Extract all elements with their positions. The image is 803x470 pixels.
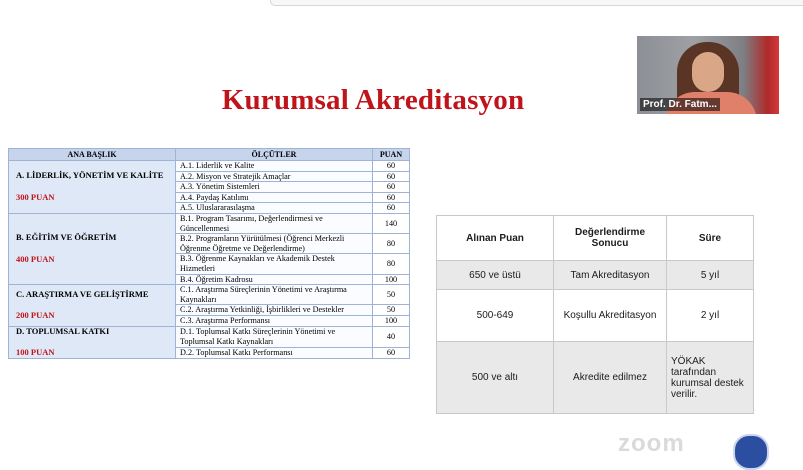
- header-main-title: ANA BAŞLIK: [9, 149, 176, 161]
- criterion-score: 60: [373, 171, 410, 182]
- criterion-label: D.2. Toplumsal Katkı Performansı: [176, 347, 373, 358]
- criterion-score: 60: [373, 192, 410, 203]
- category-cell: [9, 213, 176, 284]
- category-cell: [9, 326, 176, 358]
- result-score: 500 ve altı: [437, 342, 554, 414]
- result-header-row: [437, 216, 754, 261]
- header-duration: Süre: [667, 216, 754, 261]
- result-duration: 5 yıl: [667, 261, 754, 290]
- category-name: C. ARAŞTIRMA VE GELİŞTİRME: [16, 288, 149, 299]
- criterion-label: B.1. Program Tasarımı, Değerlendirmesi ve Güncellenmesi: [176, 213, 373, 233]
- criterion-score: 50: [373, 305, 410, 316]
- participant-face: [692, 52, 724, 92]
- criteria-table: [8, 148, 410, 359]
- criterion-score: 60: [373, 203, 410, 214]
- category-cell: [9, 285, 176, 326]
- criterion-label: A.5. Uluslararasılaşma: [176, 203, 373, 214]
- criterion-label: B.3. Öğrenme Kaynakları ve Akademik Destek Hizmetleri: [176, 254, 373, 274]
- header-score: PUAN: [373, 149, 410, 161]
- criterion-label: B.4. Öğretim Kadrosu: [176, 274, 373, 285]
- slide-title: Kurumsal Akreditasyon: [221, 84, 525, 116]
- criteria-header-row: [9, 149, 410, 161]
- criterion-score: 80: [373, 254, 410, 274]
- criterion-label: A.3. Yönetim Sistemleri: [176, 182, 373, 193]
- criterion-score: 60: [373, 182, 410, 193]
- table-row: [437, 342, 754, 414]
- category-points: 400 PUAN: [16, 254, 55, 265]
- category-points: 100 PUAN: [16, 347, 55, 358]
- table-row: [437, 261, 754, 290]
- category-points: 200 PUAN: [16, 310, 55, 321]
- category-name: A. LİDERLİK, YÖNETİM VE KALİTE: [16, 170, 164, 181]
- result-duration: YÖKAK tarafından kurumsal destek verilir.: [667, 342, 754, 414]
- table-row: [437, 290, 754, 342]
- criterion-score: 60: [373, 347, 410, 358]
- participant-video-tile[interactable]: [637, 36, 779, 114]
- criterion-label: C.2. Araştırma Yetkinliği, İşbirlikleri ve Destekler: [176, 305, 373, 316]
- criterion-score: 60: [373, 161, 410, 172]
- table-row: [9, 161, 410, 172]
- criterion-label: D.1. Toplumsal Katkı Süreçlerinin Yönetimi ve Toplumsal Katkı Kaynakları: [176, 326, 373, 347]
- criterion-score: 50: [373, 285, 410, 305]
- category-points: 300 PUAN: [16, 191, 55, 202]
- header-evaluation-result: Değerlendirme Sonucu: [554, 216, 667, 261]
- criterion-label: C.3. Araştırma Performansı: [176, 315, 373, 326]
- table-row: [9, 326, 410, 347]
- result-outcome: Tam Akreditasyon: [554, 261, 667, 290]
- result-duration: 2 yıl: [667, 290, 754, 342]
- result-score: 650 ve üstü: [437, 261, 554, 290]
- window-top-bar: [270, 0, 803, 6]
- criterion-label: C.1. Araştırma Süreçlerinin Yönetimi ve Araştırma Kaynakları: [176, 285, 373, 305]
- table-row: [9, 285, 410, 305]
- category-cell: [9, 161, 176, 214]
- criterion-label: A.1. Liderlik ve Kalite: [176, 161, 373, 172]
- result-outcome: Akredite edilmez: [554, 342, 667, 414]
- result-score: 500-649: [437, 290, 554, 342]
- participant-name: Prof. Dr. Fatm...: [640, 98, 720, 111]
- header-received-score: Alınan Puan: [437, 216, 554, 261]
- header-criteria: ÖLÇÜTLER: [176, 149, 373, 161]
- table-row: [9, 213, 410, 233]
- criterion-score: 100: [373, 274, 410, 285]
- criterion-score: 140: [373, 213, 410, 233]
- criterion-label: A.4. Paydaş Katılımı: [176, 192, 373, 203]
- criterion-score: 80: [373, 234, 410, 254]
- criterion-score: 40: [373, 326, 410, 347]
- criterion-label: B.2. Programların Yürütülmesi (Öğrenci Merkezli Öğrenme Öğretme ve Değerlendirme): [176, 234, 373, 254]
- category-name: B. EĞİTİM VE ÖĞRETİM: [16, 232, 117, 243]
- criterion-label: A.2. Misyon ve Stratejik Amaçlar: [176, 171, 373, 182]
- category-name: D. TOPLUMSAL KATKI: [16, 325, 110, 336]
- result-outcome: Koşullu Akreditasyon: [554, 290, 667, 342]
- criterion-score: 100: [373, 315, 410, 326]
- university-seal-logo: [733, 434, 769, 470]
- result-table: [436, 215, 754, 414]
- zoom-watermark: zoom: [618, 430, 685, 457]
